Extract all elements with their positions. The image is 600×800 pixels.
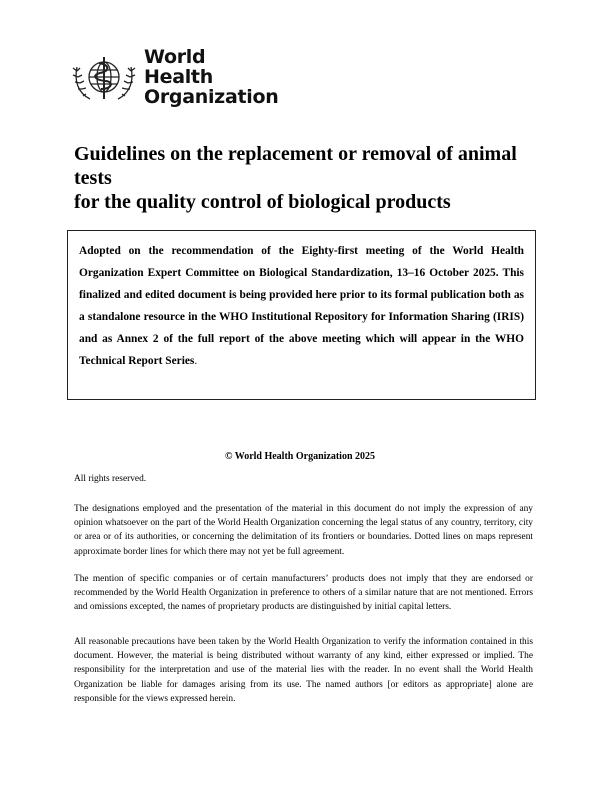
adoption-notice-box: [67, 230, 536, 400]
disclaimer-paragraph-designations: The designations employed and the presentation of the material in this document do not imply the expression of any opinion whatsoever on the part of the World Health Organization concerning the legal status of any country, territory, city or area or of its authorities, or concerning the delimitation of its frontiers or boundaries. Dotted lines on maps represent approximate border lines for which there may not yet be full agreement.: [74, 504, 533, 557]
document-title-line1: Guidelines on the replacement or removal of animal tests: [74, 143, 517, 189]
copyright-line: © World Health Organization 2025: [224, 451, 376, 462]
organization-name: [144, 47, 280, 107]
disclaimer-paragraph-companies: The mention of specific companies or of certain manufacturers’ products does not imply that they are endorsed or recommended by the World Health Organization in preference to others of a similar nature that are not mentioned. Errors and omissions excepted, the names of proprietary products are distinguished by initial capital letters.: [74, 574, 533, 613]
document-title: [74, 142, 544, 214]
organization-name-line1: World Health: [144, 46, 213, 88]
adoption-notice-bold: Adopted on the recommendation of the Eighty-first meeting of the World Health Organization Expert Committee on Biological Standardization, 13–16 October 2025. This finalized and edited document is being provided here prior to its formal publication both as a standalone resource in the WHO Institutional Repository for Information Sharing (IRIS) and as Annex 2 of the full report of the above meeting which will appear in the WHO Technical Report Series: [79, 245, 524, 367]
adoption-notice-period: .: [194, 355, 198, 367]
who-logo: [70, 48, 280, 106]
adoption-notice-text: [79, 240, 524, 372]
document-title-line2: for the quality control of biological products: [74, 191, 451, 213]
organization-name-line2: Organization: [144, 86, 279, 108]
who-emblem-icon: [70, 49, 138, 105]
disclaimer-paragraph-precautions: All reasonable precautions have been taken by the World Health Organization to verify the information contained in this document. However, the material is being distributed without warranty of any kind, either expressed or implied. The responsibility for the interpretation and use of the material lies with the reader. In no event shall the World Health Organization be liable for damages arising from its use. The named authors [or editors as appropriate] alone are responsible for the views expressed herein.: [74, 637, 533, 704]
rights-statement: All rights reserved.: [74, 474, 147, 484]
